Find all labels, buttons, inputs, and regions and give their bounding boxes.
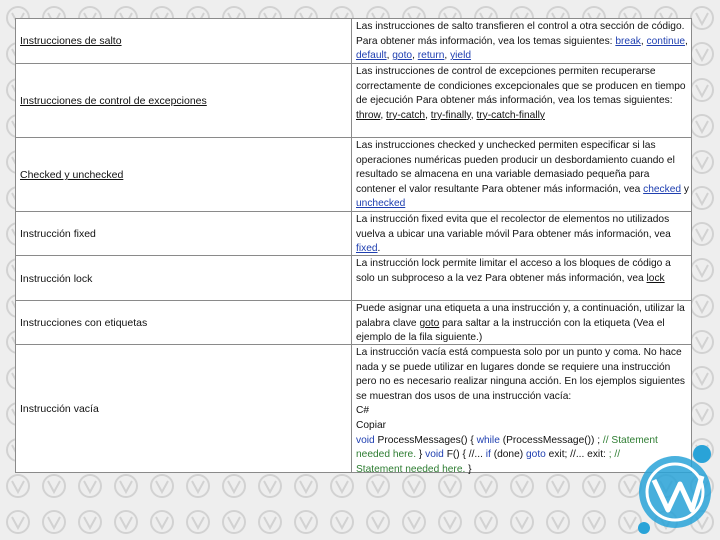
code-token: } <box>418 449 423 461</box>
table-row <box>16 211 691 256</box>
code-token: if <box>485 449 491 461</box>
link-yield[interactable]: yield <box>450 50 472 62</box>
row-description: La instrucción fixed evita que el recolector de elementos no utilizados vuelva a ubicar una variable móvil Para obtener más información, vea <box>356 214 671 240</box>
code-token: goto <box>526 449 546 461</box>
link-try-catch[interactable]: try-catch <box>386 109 426 121</box>
row-label-cell <box>16 345 352 473</box>
link-goto[interactable]: goto <box>392 50 413 62</box>
link-lock[interactable]: lock <box>646 272 665 284</box>
row-label-cell <box>16 256 352 301</box>
row-description-cell <box>352 256 691 301</box>
row-label-cell <box>16 138 352 212</box>
code-sample <box>356 435 658 475</box>
row-label: Instrucción fixed <box>20 228 96 240</box>
table-row <box>16 344 691 473</box>
link-unchecked[interactable]: unchecked <box>356 198 406 210</box>
row-description: La instrucción vacía está compuesta solo por un punto y coma. No hace nada y se puede utilizar en lugares donde se requiere una instrucción pero no es necesario realizar ninguna acción. En los ejemplos siguientes se muestran dos usos de una instrucción vacía: <box>356 347 686 402</box>
row-description-cell <box>352 138 691 212</box>
code-token: while <box>476 434 500 446</box>
row-label: Instrucciones de salto <box>20 35 122 47</box>
code-comment: Statement needed here. <box>356 463 466 475</box>
link-try-catch-finally[interactable]: try-catch-finally <box>476 109 545 121</box>
statements-table <box>15 18 692 473</box>
table-row <box>16 137 691 212</box>
row-description-cell <box>352 301 691 345</box>
table-row <box>16 63 691 138</box>
link-try-finally[interactable]: try-finally <box>430 109 471 121</box>
code-token: (done) <box>493 449 524 461</box>
code-language-label: C# <box>356 405 370 417</box>
link-goto-keyword[interactable]: goto <box>419 317 440 329</box>
code-token: void <box>356 434 375 446</box>
row-description: Las instrucciones de control de excepciones permiten recuperarse correctamente de condiciones excepcionales que se producen en tiempo de ejecución Para obtener más información, vea los temas siguientes: <box>356 66 686 107</box>
row-description: La instrucción lock permite limitar el acceso a los bloques de código a solo un subproceso a la vez Para obtener más información, vea <box>356 258 671 284</box>
row-description-cell <box>352 212 691 256</box>
end-punctuation: . <box>377 243 381 255</box>
code-token: void <box>425 449 444 461</box>
link-default[interactable]: default <box>356 50 387 62</box>
table-row <box>16 255 691 301</box>
table-row <box>16 19 691 63</box>
code-token: F() { //... <box>446 449 483 461</box>
code-token: } <box>468 463 472 475</box>
row-label-cell <box>16 19 352 63</box>
row-description-part-a: Puede asignar una etiqueta a una instrucción y, a continuación, utilizar la palabra clave <box>356 303 685 329</box>
row-label: Instrucciones de control de excepciones <box>20 95 207 107</box>
link-break[interactable]: break <box>615 35 641 47</box>
row-label-cell <box>16 64 352 138</box>
row-description: Las instrucciones checked y unchecked permiten especificar si las operaciones numéricas pueden producir un desbordamiento cuando el resultado se almacena en una variable demasiado pequeña para contener el valor resultante Para obtener más información, vea <box>356 140 675 195</box>
decorative-logo-icon <box>632 440 718 536</box>
row-label: Checked y unchecked <box>20 169 124 181</box>
table-row <box>16 300 691 345</box>
copy-code-button[interactable]: Copiar <box>356 419 387 431</box>
link-fixed[interactable]: fixed <box>356 243 378 255</box>
row-description-cell: Las instrucciones de control de excepciones permiten recuperarse correctamente de condiciones excepcionales que se producen en tiempo de ejecución Para obtener más información, vea los temas siguientes: throw, try-catch, try-finally, try-catch-finally <box>356 66 686 121</box>
link-checked[interactable]: checked <box>643 183 682 195</box>
conjunction-text: y <box>683 183 690 195</box>
row-label: Instrucción vacía <box>20 403 99 415</box>
row-label: Instrucción lock <box>20 272 93 285</box>
code-token: ProcessMessages() { <box>377 434 474 446</box>
row-label: Instrucciones con etiquetas <box>20 317 148 329</box>
code-token: (ProcessMessage()) ; <box>502 434 601 446</box>
row-description-part-b: para saltar a la instrucción con la etiqueta (Vea el ejemplo de la fila siguiente.) <box>356 317 665 344</box>
row-label-cell <box>16 301 352 345</box>
code-token: exit; //... exit: <box>548 449 606 461</box>
link-return[interactable]: return <box>417 50 445 62</box>
row-description-cell: Las instrucciones de salto transfieren el control a otra sección de código. Para obtener más información, vea los temas siguientes: break, continue, default, goto, return, yield <box>356 21 688 62</box>
link-continue[interactable]: continue <box>646 35 686 47</box>
code-comment: ; // <box>608 449 621 461</box>
row-label-cell <box>16 212 352 256</box>
link-throw[interactable]: throw <box>356 109 381 121</box>
code-comment: // Statement needed here. <box>356 434 658 461</box>
row-description: Las instrucciones de salto transfieren el control a otra sección de código. Para obtener más información, vea los temas siguientes: <box>356 21 685 47</box>
